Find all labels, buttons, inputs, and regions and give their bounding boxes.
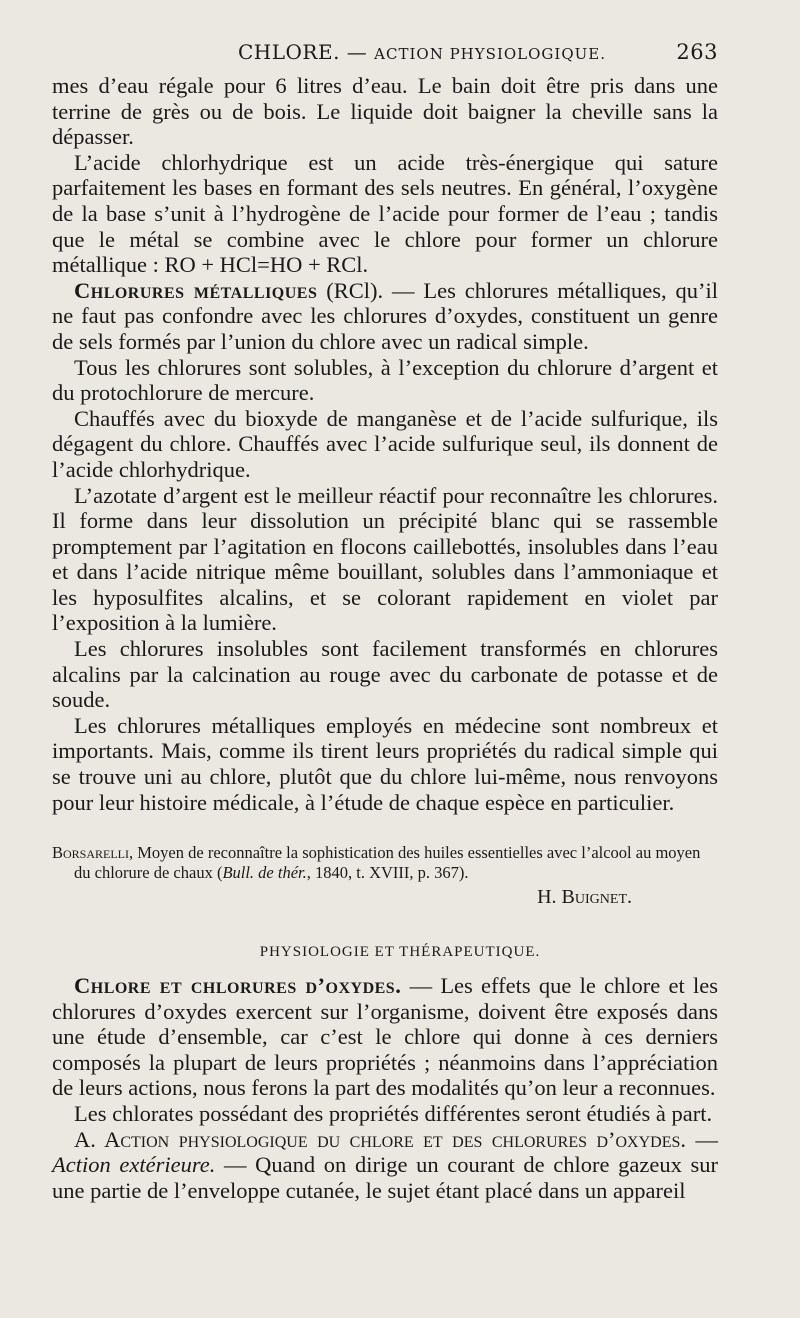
paragraph-insolubles: Les chlorures insolubles sont facilement transformés en chlorures alcalins par la calcination au rouge avec du carbonate de potasse et de soude. [52, 636, 718, 713]
paragraph-chlorures-metalliques-text: (RCl). — Les chlorures métalliques, qu’il ne faut pas confondre avec les chlorures d’oxydes, constituent un genre de sels formés par l’union du chlore avec un radical simple. [52, 277, 719, 354]
heading-chlore-chlorures: Chlore et chlorures d’oxydes. [74, 973, 402, 998]
note-text-1: Moyen de reconnaître la sophistication des huiles essentielles avec l’alcool au moyen du chlorure de chaux ( [74, 843, 701, 882]
paragraph-chlore-chlorures-text: — Les effets que le chlore et les chlorures d’oxydes exercent sur l’organisme, doivent être exposés dans une étude d’ensemble, car c’est le chlore qui donne à ces derniers composés la plupart de leurs propriétés ; néanmoins dans l’appréciation de leurs actions, nous ferons la part des modalités qu’on leur a reconnues. [52, 973, 718, 1101]
paragraph-medecine: Les chlorures métalliques employés en médecine sont nombreux et importants. Mais, comme ils tirent leurs propriétés du radical simple qui se trouve uni au chlore, plutôt que du chlore lui-même, nous renvoyons pour leur histoire médicale, à l’étude de chaque espèce en particulier. [52, 712, 718, 815]
paragraph-action-text: — Quand on dirige un courant de chlore gazeux sur une partie de l’enveloppe cutanée, le sujet étant placé dans un appareil [52, 1152, 718, 1203]
author-signature: H. Buignet. [537, 886, 632, 908]
paragraph-chlorures-metalliques [52, 278, 718, 355]
note-author: Borsarelli, [52, 843, 134, 862]
subheading-action-exterieure: Action extérieure. [52, 1152, 216, 1178]
paragraph-azotate: L’azotate d’argent est le meilleur réactif pour reconnaître les chlorures. Il forme dans leur dissolution un précipité blanc qui se rassemble promptement par l’agitation en flocons caillebottés, insolubles dans l’eau et dans l’acide nitrique même bouillant, solubles dans l’ammoniaque et les hyposulfites alcalins, et se colorant rapidement en violet par l’exposition à la lumière. [52, 482, 718, 636]
section-title: PHYSIOLOGIE ET THÉRAPEUTIQUE. [259, 944, 541, 960]
section-text [52, 973, 718, 1203]
bibliographic-note [52, 843, 718, 883]
note-journal: Bull. de thér. [222, 863, 307, 882]
page-number: 263 [676, 40, 718, 64]
note-text-2: , 1840, t. XVIII, p. 367). [306, 863, 469, 882]
paragraph-chlore-chlorures [52, 973, 718, 1101]
paragraph-acide-chlorhydrique: L’acide chlorhydrique est un acide très-énergique qui sature parfaitement les bases en formant des sels neutres. En général, l’oxygène de la base s’unit à l’hydrogène de l’acide pour former de l’eau ; tandis que le métal se combine avec le chlore pour former un chlorure métallique : RO + HCl=HO + RCl. [52, 149, 718, 278]
heading-action-physiologique: A. Action physiologique du chlore et des chlorures d’oxydes. [74, 1126, 687, 1152]
heading-chlorures-metalliques: Chlorures métalliques [74, 277, 318, 303]
running-title-sub: ACTION PHYSIOLOGIQUE. [374, 45, 606, 63]
running-title-main: CHLORE. — [238, 40, 375, 64]
main-text [52, 73, 718, 815]
paragraph-chlorates: Les chlorates possédant des propriétés différentes seront étudiés à part. [74, 1100, 713, 1126]
paragraph-action-physiologique [52, 1127, 718, 1204]
separator: — [686, 1126, 719, 1152]
note-entry [52, 843, 718, 883]
running-header [52, 40, 718, 70]
paragraph-solubilite: Tous les chlorures sont solubles, à l’exception du chlorure d’argent et du protochlorure de mercure. [52, 354, 718, 406]
paragraph-chauffes: Chauffés avec du bioxyde de manganèse et de l’acide sulfurique, ils dégagent du chlore. Chauffés avec l’acide sulfurique seul, ils donnent de l’acide chlorhydrique. [52, 405, 718, 482]
paragraph-continuation: mes d’eau régale pour 6 litres d’eau. Le bain doit être pris dans une terrine de grès ou de bois. Le liquide doit baigner la cheville sans la dépasser. [52, 73, 718, 150]
running-title [238, 40, 606, 64]
